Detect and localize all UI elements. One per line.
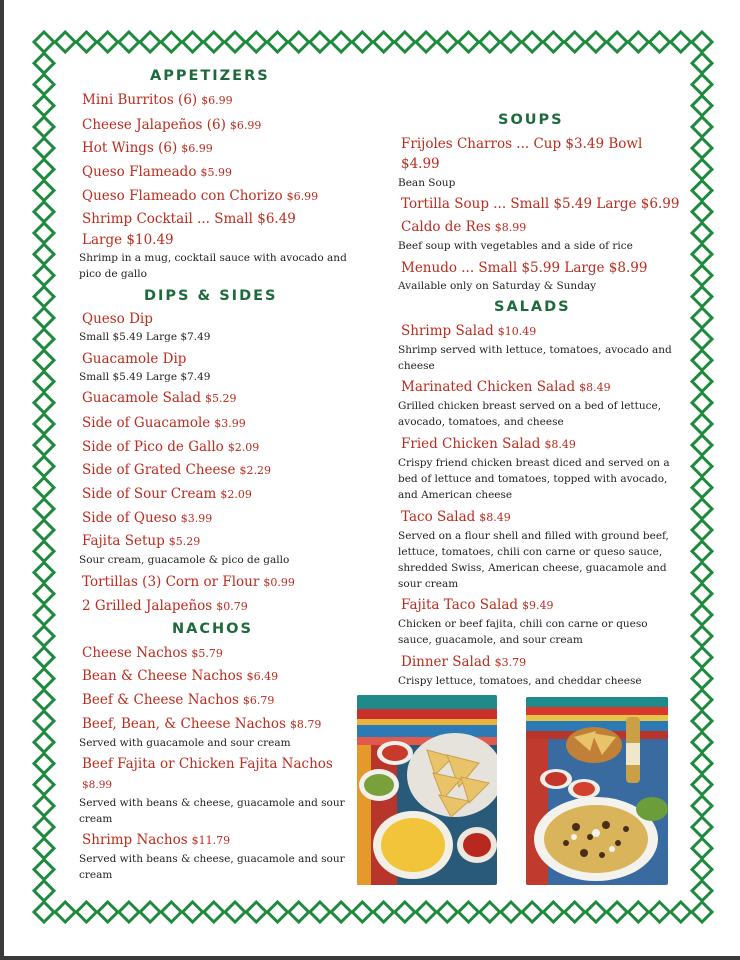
diamond-border-mark [289, 902, 309, 922]
menu-item: Guacamole Salad $5.29 [82, 390, 237, 406]
diamond-border-mark [395, 902, 415, 922]
diamond-border-mark [34, 138, 54, 158]
diamond-border-mark [310, 32, 330, 52]
diamond-border-mark [34, 393, 54, 413]
menu-item: Mini Burritos (6) $6.99 [82, 92, 233, 108]
diamond-border-mark [416, 902, 436, 922]
diamond-border-mark [34, 499, 54, 519]
menu-item: Marinated Chicken Salad $8.49 [401, 379, 611, 395]
diamond-border-mark [55, 902, 75, 922]
diamond-border-mark [692, 626, 712, 646]
diamond-border-mark [98, 32, 118, 52]
diamond-border-mark [34, 838, 54, 858]
menu-item: Tortilla Soup ... Small $5.49 Large $6.99 [401, 196, 680, 212]
chips-dips-photo [357, 695, 497, 885]
item-description: Small $5.49 Large $7.49 [79, 371, 211, 383]
diamond-border-mark [543, 902, 563, 922]
diamond-border-mark [607, 902, 627, 922]
diamond-border-mark [692, 732, 712, 752]
diamond-border-mark [34, 817, 54, 837]
diamond-border-mark [34, 584, 54, 604]
diamond-border-mark [692, 605, 712, 625]
diamond-border-mark [692, 775, 712, 795]
diamond-border-mark [289, 32, 309, 52]
diamond-border-mark [692, 223, 712, 243]
diamond-border-mark [459, 32, 479, 52]
diamond-border-mark [34, 541, 54, 561]
diamond-border-mark [34, 711, 54, 731]
diamond-border-mark [692, 435, 712, 455]
diamond-border-mark [692, 244, 712, 264]
diamond-border-mark [692, 647, 712, 667]
diamond-border-mark [374, 32, 394, 52]
diamond-border-mark [692, 584, 712, 604]
diamond-border-mark [692, 690, 712, 710]
diamond-border-mark [161, 32, 181, 52]
diamond-border-mark [76, 32, 96, 52]
diamond-border-mark [331, 902, 351, 922]
item-description: Shrimp served with lettuce, tomatoes, avocado and cheese [398, 344, 672, 372]
diamond-border-mark [331, 32, 351, 52]
item-description: Grilled chicken breast served on a bed of lettuce, avocado, tomatoes, and cheese [398, 400, 662, 428]
menu-item: Beef Fajita or Chicken Fajita Nachos [82, 756, 333, 772]
item-description: Shrimp in a mug, cocktail sauce with avocado and pico de gallo [79, 252, 347, 280]
menu-item: $4.99 [401, 156, 440, 172]
diamond-border-mark [246, 902, 266, 922]
menu-item: Side of Guacamole $3.99 [82, 415, 246, 431]
diamond-border-mark [352, 32, 372, 52]
diamond-border-mark [650, 32, 670, 52]
diamond-border-mark [119, 32, 139, 52]
diamond-border-mark [34, 414, 54, 434]
menu-item: Cheese Jalapeños (6) $6.99 [82, 117, 262, 133]
menu-item: Side of Grated Cheese $2.29 [82, 462, 271, 478]
diamond-border-mark [34, 308, 54, 328]
diamond-border-mark [225, 902, 245, 922]
diamond-border-mark [692, 74, 712, 94]
diamond-border-mark [437, 902, 457, 922]
diamond-border-mark [692, 202, 712, 222]
diamond-border-mark [692, 265, 712, 285]
diamond-border-mark [34, 202, 54, 222]
item-description: Chicken or beef fajita, chili con carne or queso sauce, guacamole, and sour cream [398, 618, 648, 646]
diamond-border-mark [671, 902, 691, 922]
diamond-border-mark [692, 838, 712, 858]
item-description: Sour cream, guacamole & pico de gallo [79, 554, 290, 566]
diamond-border-mark [34, 456, 54, 476]
diamond-border-mark [692, 159, 712, 179]
diamond-border-mark [34, 796, 54, 816]
item-description: Bean Soup [398, 177, 456, 189]
diamond-border-mark [692, 562, 712, 582]
diamond-border-mark [692, 414, 712, 434]
diamond-border-mark [119, 902, 139, 922]
diamond-border-mark [395, 32, 415, 52]
soups-title: SOUPS [498, 112, 564, 128]
diamond-border-mark [34, 53, 54, 73]
diamond-border-mark [692, 329, 712, 349]
menu-item: Side of Sour Cream $2.09 [82, 486, 252, 502]
item-price: $8.99 [82, 779, 113, 791]
diamond-border-mark [34, 626, 54, 646]
diamond-border-mark [34, 775, 54, 795]
diamond-border-mark [459, 902, 479, 922]
diamond-border-mark [34, 244, 54, 264]
diamond-border-mark [34, 181, 54, 201]
diamond-border-mark [34, 860, 54, 880]
diamond-border-mark [692, 753, 712, 773]
diamond-border-mark [204, 902, 224, 922]
nachos-title: NACHOS [172, 621, 253, 637]
menu-item: Side of Queso $3.99 [82, 510, 213, 526]
item-description: Crispy lettuce, tomatoes, and cheddar cheese [398, 675, 642, 687]
diamond-border-mark [34, 478, 54, 498]
menu-item: Dinner Salad $3.79 [401, 654, 527, 670]
dips-title: DIPS & SIDES [144, 288, 278, 304]
diamond-border-mark [34, 159, 54, 179]
menu-item: Shrimp Nachos $11.79 [82, 832, 231, 848]
menu-item: Side of Pico de Gallo $2.09 [82, 439, 260, 455]
diamond-border-mark [140, 32, 160, 52]
menu-item: Fried Chicken Salad $8.49 [401, 436, 576, 452]
diamond-border-mark [692, 860, 712, 880]
diamond-border-mark [692, 520, 712, 540]
diamond-border-mark [628, 32, 648, 52]
diamond-border-mark [692, 138, 712, 158]
diamond-border-mark [671, 32, 691, 52]
diamond-border-mark [501, 32, 521, 52]
diamond-border-mark [34, 74, 54, 94]
diamond-border-mark [310, 902, 330, 922]
diamond-border-mark [543, 32, 563, 52]
diamond-border-mark [34, 647, 54, 667]
diamond-border-mark [34, 287, 54, 307]
menu-item: Shrimp Salad $10.49 [401, 323, 537, 339]
diamond-border-mark [34, 96, 54, 116]
diamond-border-mark [374, 902, 394, 922]
diamond-border-mark [34, 435, 54, 455]
diamond-border-mark [692, 669, 712, 689]
diamond-border-mark [628, 902, 648, 922]
diamond-border-mark [34, 265, 54, 285]
diamond-border-mark [650, 902, 670, 922]
diamond-border-mark [692, 372, 712, 392]
diamond-border-mark [267, 902, 287, 922]
diamond-border-mark [204, 32, 224, 52]
diamond-border-mark [607, 32, 627, 52]
menu-item: Bean & Cheese Nachos $6.49 [82, 668, 279, 684]
item-description: Crispy friend chicken breast diced and served on a bed of lettuce and tomatoes, topped with avocado, and American cheese [398, 457, 670, 501]
item-description: Served with beans & cheese, guacamole and sour cream [79, 797, 345, 825]
diamond-border-mark [183, 32, 203, 52]
diamond-border-mark [34, 732, 54, 752]
diamond-border-mark [34, 605, 54, 625]
nachos-photo [526, 697, 668, 885]
menu-item: Tortillas (3) Corn or Flour $0.99 [82, 574, 295, 590]
diamond-border-mark [183, 902, 203, 922]
salads-title: SALADS [494, 299, 571, 315]
diamond-border-mark [34, 32, 54, 52]
diamond-border-mark [55, 32, 75, 52]
diamond-border-mark [225, 32, 245, 52]
menu-item: Beef, Bean, & Cheese Nachos $8.79 [82, 716, 322, 732]
diamond-border-mark [565, 32, 585, 52]
diamond-border-mark [692, 32, 712, 52]
diamond-border-mark [586, 902, 606, 922]
diamond-border-mark [692, 181, 712, 201]
diamond-border-mark [522, 902, 542, 922]
menu-item: Beef & Cheese Nachos $6.79 [82, 692, 275, 708]
diamond-border-mark [692, 478, 712, 498]
item-description: Beef soup with vegetables and a side of rice [398, 240, 633, 252]
item-description: Served with guacamole and sour cream [79, 737, 291, 749]
diamond-border-mark [480, 902, 500, 922]
menu-item: Menudo ... Small $5.99 Large $8.99 [401, 260, 648, 276]
diamond-border-mark [692, 881, 712, 901]
diamond-border-mark [692, 711, 712, 731]
diamond-border-mark [161, 902, 181, 922]
diamond-border-mark [34, 117, 54, 137]
diamond-border-mark [692, 96, 712, 116]
diamond-border-mark [267, 32, 287, 52]
diamond-border-mark [34, 372, 54, 392]
menu-item: Fajita Taco Salad $9.49 [401, 597, 554, 613]
menu-item: Hot Wings (6) $6.99 [82, 140, 213, 156]
appetizers-title: APPETIZERS [150, 68, 270, 84]
menu-item: Fajita Setup $5.29 [82, 533, 201, 549]
menu-item: Caldo de Res $8.99 [401, 219, 527, 235]
menu-item: Frijoles Charros ... Cup $3.49 Bowl [401, 136, 643, 152]
menu-item: Queso Dip [82, 311, 153, 327]
diamond-border-mark [692, 796, 712, 816]
item-description: Served on a flour shell and filled with ground beef, lettuce, tomatoes, chili con carne or queso sauce, shredded Swiss, American cheese, guacamole and sour cream [398, 530, 669, 590]
diamond-border-mark [565, 902, 585, 922]
diamond-border-mark [437, 32, 457, 52]
menu-item: Queso Flameado $5.99 [82, 164, 232, 180]
diamond-border-mark [501, 902, 521, 922]
diamond-border-mark [34, 690, 54, 710]
item-description: Available only on Saturday & Sunday [398, 280, 597, 292]
diamond-border-mark [692, 456, 712, 476]
diamond-border-mark [416, 32, 436, 52]
diamond-border-mark [692, 541, 712, 561]
diamond-border-mark [76, 902, 96, 922]
diamond-border-mark [692, 53, 712, 73]
diamond-border-mark [692, 817, 712, 837]
diamond-border-mark [692, 287, 712, 307]
menu-item: Queso Flameado con Chorizo $6.99 [82, 188, 319, 204]
diamond-border-mark [692, 393, 712, 413]
diamond-border-mark [480, 32, 500, 52]
diamond-border-mark [34, 350, 54, 370]
diamond-border-mark [34, 881, 54, 901]
item-description: Served with beans & cheese, guacamole and sour cream [79, 853, 345, 881]
diamond-border-mark [586, 32, 606, 52]
menu-item: Large $10.49 [82, 232, 174, 248]
menu-item: Taco Salad $8.49 [401, 509, 511, 525]
diamond-border-mark [34, 562, 54, 582]
diamond-border-mark [692, 902, 712, 922]
diamond-border-mark [692, 117, 712, 137]
diamond-border-mark [246, 32, 266, 52]
diamond-border-mark [34, 223, 54, 243]
diamond-border-mark [140, 902, 160, 922]
diamond-border-mark [522, 32, 542, 52]
diamond-border-mark [34, 329, 54, 349]
menu-item: Cheese Nachos $5.79 [82, 645, 223, 661]
diamond-border-mark [692, 499, 712, 519]
diamond-border-mark [34, 669, 54, 689]
diamond-border-mark [352, 902, 372, 922]
diamond-border-mark [34, 520, 54, 540]
menu-item: 2 Grilled Jalapeños $0.79 [82, 598, 248, 614]
diamond-border-mark [692, 350, 712, 370]
diamond-border-mark [692, 308, 712, 328]
item-description: Small $5.49 Large $7.49 [79, 331, 211, 343]
menu-item: Guacamole Dip [82, 351, 187, 367]
menu-item: Shrimp Cocktail ... Small $6.49 [82, 211, 296, 227]
diamond-border-mark [34, 902, 54, 922]
diamond-border-mark [34, 753, 54, 773]
diamond-border-mark [98, 902, 118, 922]
